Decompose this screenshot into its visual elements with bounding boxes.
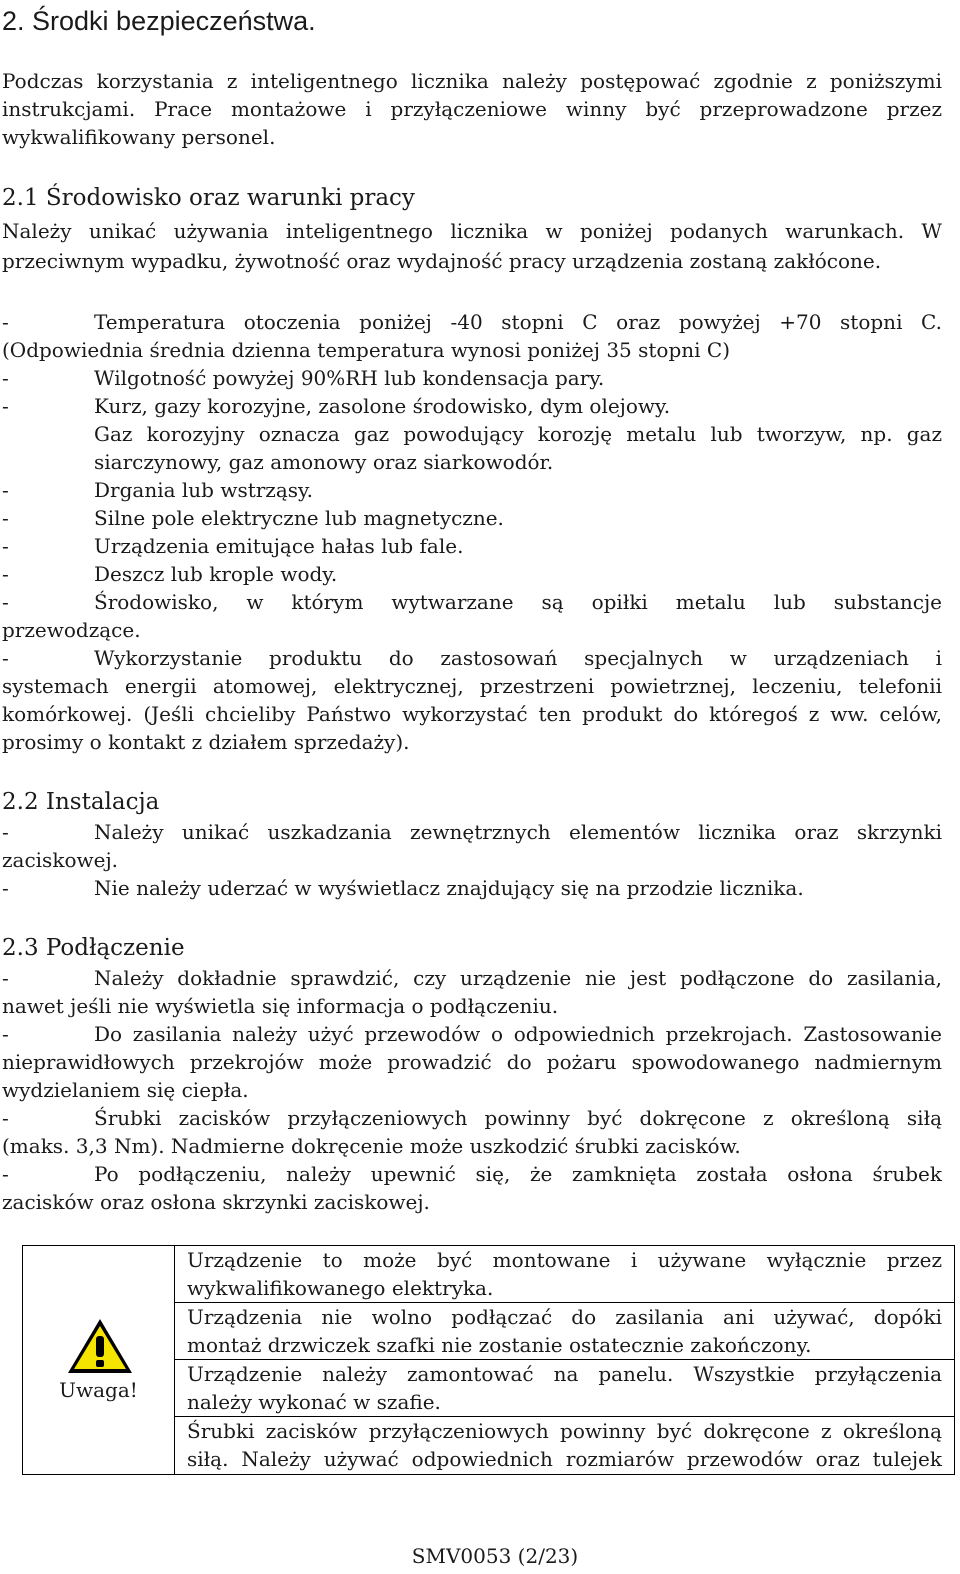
s1-item-rain: Deszcz lub krople wody. [94, 562, 338, 586]
s1-item-special-2: systemach energii atomowej, elektrycznej, przestrzeni powietrznej, leczeniu, telefonii [2, 674, 942, 698]
section-2-1-title: 2.1 Środowisko oraz warunki pracy [2, 185, 415, 211]
s1-item-special-1: Wykorzystanie produktu do zastosowań specjalnych w urządzeniach i [94, 646, 942, 670]
bullet-dash: - [2, 310, 9, 334]
s1-item-noise: Urządzenia emitujące hałas lub fale. [94, 534, 464, 558]
s3-item-1: Należy dokładnie sprawdzić, czy urządzenie nie jest podłączone do zasilania, [94, 966, 942, 990]
warning-row-3-line-2: należy wykonać w szafie. [187, 1390, 441, 1414]
intro-line-3: wykwalifikowany personel. [2, 125, 276, 149]
s3-item-2-cont-2: wydzielaniem się ciepła. [2, 1078, 249, 1102]
bullet-dash: - [2, 478, 9, 502]
bullet-dash: - [2, 562, 9, 586]
s1-item-temp-cont: (Odpowiednia średnia dzienna temperatura wynosi poniżej 35 stopni C) [2, 338, 731, 362]
bullet-dash: - [2, 876, 9, 900]
s3-item-1-cont: nawet jeśli nie wyświetla się informacja o podłączeniu. [2, 994, 559, 1018]
s1-item-humidity: Wilgotność powyżej 90%RH lub kondensacja pary. [94, 366, 605, 390]
bullet-dash: - [2, 506, 9, 530]
s1-item-special-3: komórkowej. (Jeśli chcieliby Państwo wykorzystać ten produkt do któregoś z ww. celów, [2, 702, 942, 726]
warning-row [175, 1246, 954, 1303]
s3-item-4: Po podłączeniu, należy upewnić się, że zamknięta została osłona śrubek [94, 1162, 942, 1186]
bullet-dash: - [2, 820, 9, 844]
page-heading: 2. Środki bezpieczeństwa. [2, 6, 316, 36]
s3-item-3-cont: (maks. 3,3 Nm). Nadmierne dokręcenie może uszkodzić śrubki zacisków. [2, 1134, 741, 1158]
s1-item-vibration: Drgania lub wstrząsy. [94, 478, 314, 502]
s1-line-1: Należy unikać używania inteligentnego licznika w poniżej podanych warunkach. W [2, 219, 942, 243]
warning-row-1-line-1: Urządzenie to może być montowane i używane wyłącznie przez [187, 1248, 942, 1272]
bullet-dash: - [2, 534, 9, 558]
warning-row [175, 1360, 954, 1417]
bullet-dash: - [2, 1022, 9, 1046]
s3-item-2: Do zasilania należy użyć przewodów o odpowiednich przekrojach. Zastosowanie [94, 1022, 942, 1046]
warning-box [22, 1245, 955, 1475]
s2-item-1-cont: zaciskowej. [2, 848, 118, 872]
s1-item-field: Silne pole elektryczne lub magnetyczne. [94, 506, 504, 530]
s1-line-2: przeciwnym wypadku, żywotność oraz wydajność pracy urządzenia zostaną zakłócone. [2, 249, 882, 273]
page-footer: SMV0053 (2/23) [411, 1544, 579, 1568]
bullet-dash: - [2, 1106, 9, 1130]
s3-item-2-cont-1: nieprawidłowych przekrojów może prowadzić do pożaru spowodowanego nadmiernym [2, 1050, 942, 1074]
bullet-dash: - [2, 366, 9, 390]
warning-row-2-line-2: montaż drzwiczek szafki nie zostanie ostatecznie zakończony. [187, 1333, 812, 1357]
warning-row-2-line-1: Urządzenia nie wolno podłączać do zasilania ani używać, dopóki [187, 1305, 942, 1329]
warning-row-3-line-1: Urządzenie należy zamontować na panelu. Wszystkie przyłączenia [187, 1362, 942, 1386]
s1-item-gas-2: siarczynowy, gaz amonowy oraz siarkowodór. [94, 450, 554, 474]
s3-item-4-cont: zacisków oraz osłona skrzynki zaciskowej. [2, 1190, 430, 1214]
s2-item-2: Nie należy uderzać w wyświetlacz znajdujący się na przodzie licznika. [94, 876, 804, 900]
bullet-dash: - [2, 646, 9, 670]
s1-item-metal-1: Środowisko, w którym wytwarzane są opiłki metalu lub substancje [94, 590, 942, 614]
s1-item-gas-1: Gaz korozyjny oznacza gaz powodujący korozję metalu lub tworzyw, np. gaz [94, 422, 942, 446]
section-2-2-title: 2.2 Instalacja [2, 789, 160, 815]
s1-item-dust: Kurz, gazy korozyjne, zasolone środowisko, dym olejowy. [94, 394, 671, 418]
warning-row [175, 1303, 954, 1360]
warning-row-1-line-2: wykwalifikowanego elektryka. [187, 1276, 494, 1300]
bullet-dash: - [2, 590, 9, 614]
bullet-dash: - [2, 394, 9, 418]
s2-item-1: Należy unikać uszkadzania zewnętrznych elementów licznika oraz skrzynki [94, 820, 942, 844]
section-2-3-title: 2.3 Podłączenie [2, 935, 185, 961]
warning-label-cell [23, 1246, 175, 1474]
s1-item-special-4: prosimy o kontakt z działem sprzedaży). [2, 730, 410, 754]
intro-line-2: instrukcjami. Prace montażowe i przyłączeniowe winny być przeprowadzone przez [2, 97, 942, 121]
warning-row [175, 1417, 954, 1474]
s1-item-metal-2: przewodzące. [2, 618, 141, 642]
warning-label: Uwaga! [59, 1378, 138, 1402]
warning-row-4-line-2: siłą. Należy używać odpowiednich rozmiarów przewodów oraz tulejek [187, 1447, 942, 1471]
bullet-dash: - [2, 1162, 9, 1186]
bullet-dash: - [2, 966, 9, 990]
intro-line-1: Podczas korzystania z inteligentnego licznika należy postępować zgodnie z poniższymi [2, 69, 942, 93]
s3-item-3: Śrubki zacisków przyłączeniowych powinny być dokręcone z określoną siłą [94, 1106, 942, 1130]
s1-item-temp: Temperatura otoczenia poniżej -40 stopni C oraz powyżej +70 stopni C. [94, 310, 942, 334]
warning-row-4-line-1: Śrubki zacisków przyłączeniowych powinny być dokręcone z określoną [187, 1419, 942, 1443]
warning-triangle-icon [65, 1316, 135, 1376]
